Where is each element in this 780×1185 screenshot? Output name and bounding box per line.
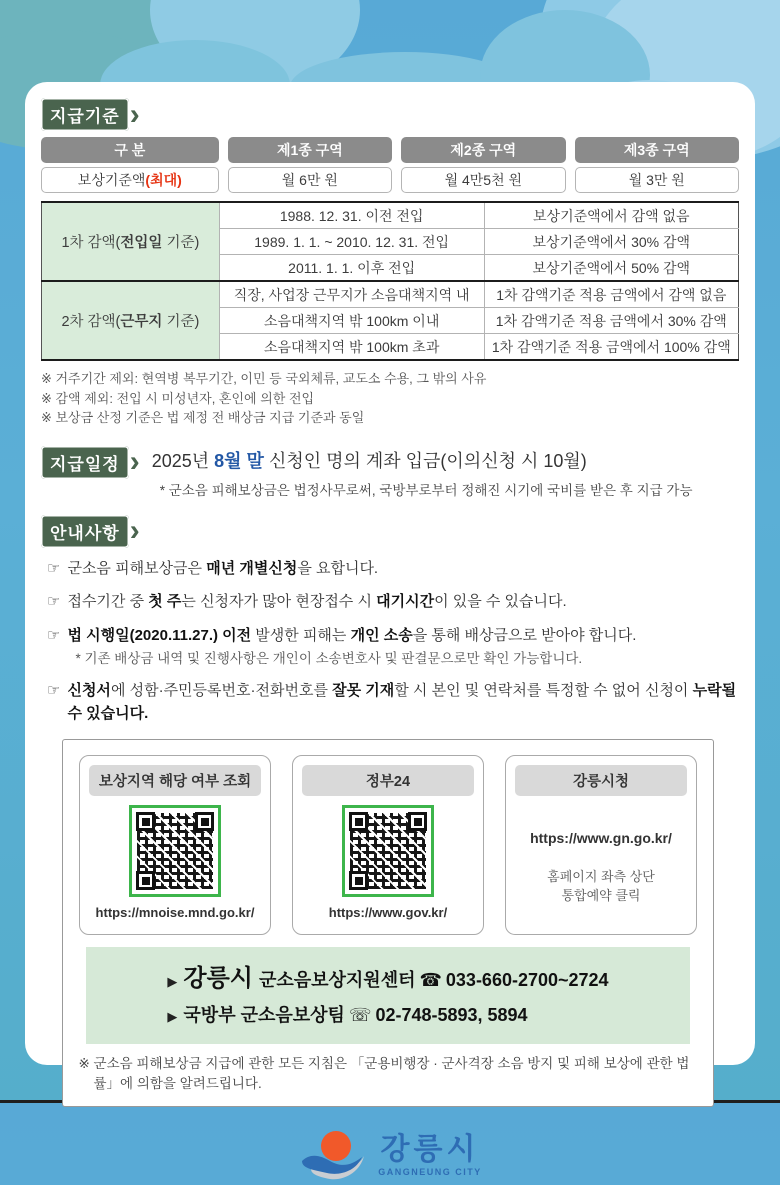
note-line: ※ 보상금 산정 기준은 법 제정 전 배상금 지급 기준과 동일 (41, 410, 365, 425)
contact-dept: 국방부 군소음보상팀 (183, 1005, 345, 1026)
schedule-subnote: * 군소음 피해보상금은 법정사무로써, 국방부로부터 정해진 시기에 국비를 받은 후 지급 가능 (159, 482, 693, 498)
max-highlight: (최대) (145, 172, 182, 188)
section-badge-label: 안내사항 (41, 515, 129, 548)
contact-line-city (167, 958, 608, 1000)
base-amount-zone1: 월 6만 원 (228, 167, 392, 193)
note-line: ※ 거주기간 제외: 현역병 복무기간, 이민 등 국외체류, 교도소 수용, 그 밖의 사유 (41, 371, 487, 386)
pointing-hand-icon: ☞ (47, 626, 61, 644)
bullet-subnote: * 기존 배상금 내역 및 진행사항은 개인이 소송변호사 및 판결문으로만 확인 가능합니다. (75, 651, 583, 666)
table-cell-zone: 소음대책지역 밖 100km 이내 (219, 308, 484, 334)
chevron-right-icon: › (129, 445, 140, 478)
qr-card-url: https://www.gov.kr/ (328, 905, 448, 921)
qr-card-title: 보상지역 해당 여부 조회 (89, 765, 261, 796)
chevron-right-icon: › (129, 97, 140, 131)
chevron-right-icon: › (129, 514, 140, 547)
bullet-text: 접수기간 중 첫 주는 신청자가 많아 현장접수 시 대기시간이 있을 수 있습니다. (67, 593, 567, 610)
city-hall-url: https://www.gn.go.kr/ (530, 830, 672, 847)
law-note: ※ 군소음 피해보상금 지급에 관한 모든 지침은 「군용비행장 · 군사격장 소음 방지 및 피해 보상에 관한 법률」에 의함을 알려드립니다. (78, 1055, 690, 1091)
qr-card-title: 정부24 (302, 765, 474, 796)
section-badge-label: 지급일정 (41, 446, 129, 479)
table-cell-discount: 보상기준액에서 감액 없음 (484, 202, 738, 229)
base-amount-zone3: 월 3만 원 (575, 167, 739, 193)
qr-code (342, 805, 434, 897)
content-card (25, 82, 755, 1178)
contact-org: 강릉시 (183, 965, 253, 993)
pointing-hand-icon: ☞ (47, 559, 61, 577)
contact-band (86, 947, 690, 1044)
base-amount-zone2: 월 4만5천 원 (401, 167, 565, 193)
contact-phone: 033-660-2700~2724 (445, 970, 609, 991)
contact-phone: 02-748-5893, 5894 (375, 1005, 528, 1026)
qr-card-gov24 (292, 755, 484, 935)
discount-table (41, 201, 739, 361)
pointing-hand-icon: ☞ (47, 593, 61, 610)
contact-line-ministry (167, 1000, 608, 1032)
bullet-text: 군소음 피해보상금은 매년 개별신청을 요합니다. (67, 559, 379, 577)
logo-city-name-en: GANGNEUNG CITY (378, 1167, 482, 1178)
pointing-hand-icon: ☞ (47, 682, 61, 700)
guide-bullet (47, 625, 739, 670)
criteria-base-row (41, 167, 739, 193)
table-cell-discount: 보상기준액에서 30% 감액 (484, 229, 738, 255)
bullet-text: 법 시행일(2020.11.27.) 이전 발생한 피해는 개인 소송을 통해 배상금으로 받아야 합니다. * 기존 배상금 내역 및 진행사항은 개인이 소송변호사 및 판결문으로만 확인 가능합니다. (67, 625, 636, 670)
section-badge-criteria (41, 98, 140, 131)
section-badge-label: 지급기준 (41, 98, 129, 131)
triangle-bullet-icon: ▶ (167, 974, 178, 990)
schedule-highlight: 8월 말 (214, 450, 264, 471)
city-logo (41, 1127, 739, 1185)
group-label-1: 1차 감액(전입일 기준) (42, 202, 220, 281)
contact-dept: 군소음보상지원센터 (258, 970, 416, 991)
section-guide (41, 515, 739, 726)
qr-card-compensation-area (79, 755, 271, 935)
table-cell-zone: 1988. 12. 31. 이전 전입 (219, 202, 484, 229)
criteria-notes (41, 369, 739, 428)
guide-bullet (47, 558, 739, 581)
guide-bullet (47, 680, 739, 725)
links-contact-box (62, 739, 714, 1107)
qr-card-url: https://mnoise.mnd.go.kr/ (95, 905, 255, 921)
logo-city-name: 강릉시 (380, 1133, 480, 1167)
bullet-text: 신청서에 성함·주민등록번호·전화번호를 잘못 기재할 시 본인 및 연락처를 특정할 수 없어 신청이 누락될 수 있습니다. (67, 682, 737, 722)
column-header: 제1종 구역 (228, 137, 392, 163)
phone-icon: ☎ (419, 970, 442, 991)
table-cell-discount: 1차 감액기준 적용 금액에서 100% 감액 (484, 334, 738, 361)
section-badge-guide (41, 515, 140, 548)
note-line: ※ 감액 제외: 전입 시 미성년자, 혼인에 의한 전입 (41, 390, 315, 406)
card-city-hall (505, 755, 697, 935)
base-amount-label: 보상기준액(최대) (41, 167, 219, 193)
table-cell-zone: 1989. 1. 1. ~ 2010. 12. 31. 전입 (219, 229, 484, 255)
section-badge-schedule (41, 446, 140, 479)
table-row (42, 202, 739, 229)
phone-icon: ☏ (348, 1005, 372, 1026)
guide-bullet (47, 591, 739, 614)
section-payment-criteria (41, 98, 739, 428)
gangneung-logo-mark (298, 1127, 368, 1185)
qr-card-title: 강릉시청 (515, 765, 687, 796)
city-hall-note: 홈페이지 좌측 상단 통합예약 클릭 (547, 869, 655, 904)
criteria-header-row (41, 137, 739, 163)
table-cell-discount: 보상기준액에서 50% 감액 (484, 255, 738, 282)
column-header: 구 분 (41, 137, 219, 163)
schedule-text: 2025년 8월 말 신청인 명의 계좌 입금(이의신청 시 10월) (151, 450, 587, 471)
table-cell-zone: 2011. 1. 1. 이후 전입 (219, 255, 484, 282)
triangle-bullet-icon: ▶ (167, 1009, 178, 1025)
group-label-2: 2차 감액(근무지 기준) (42, 281, 220, 360)
table-cell-discount: 1차 감액기준 적용 금액에서 30% 감액 (484, 308, 738, 334)
qr-code (129, 805, 221, 897)
column-header: 제3종 구역 (575, 137, 739, 163)
column-header: 제2종 구역 (401, 137, 565, 163)
table-cell-discount: 1차 감액기준 적용 금액에서 감액 없음 (484, 281, 738, 308)
table-cell-zone: 소음대책지역 밖 100km 초과 (219, 334, 484, 361)
table-cell-zone: 직장, 사업장 근무지가 소음대책지역 내 (219, 281, 484, 308)
section-payment-schedule (41, 446, 739, 499)
table-row (42, 281, 739, 308)
